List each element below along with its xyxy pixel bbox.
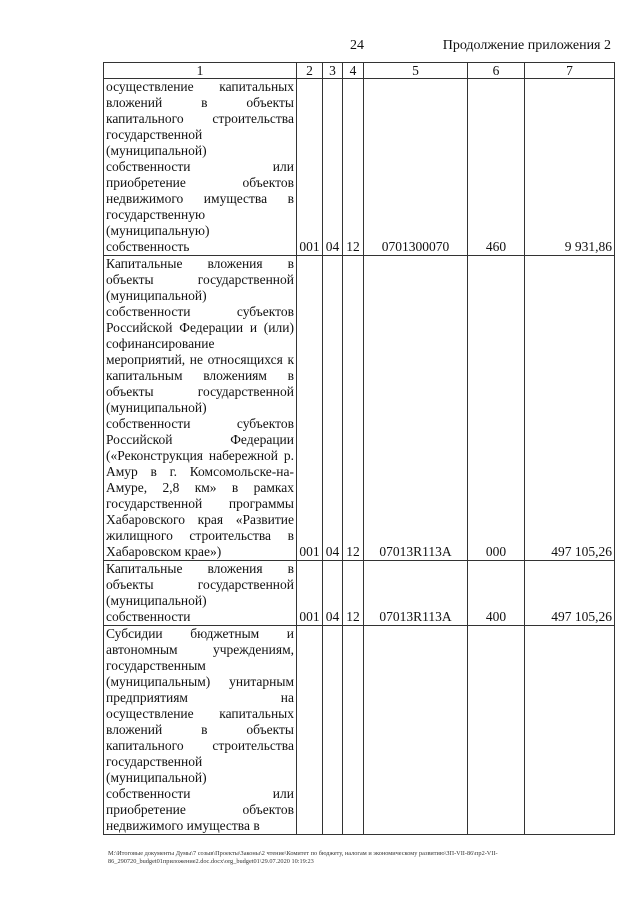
expense-type-code	[468, 626, 525, 835]
section-code	[323, 626, 343, 835]
amount-cell	[525, 626, 615, 835]
column-header: 4	[343, 63, 364, 79]
amount-cell: 497 105,26	[525, 256, 615, 561]
row-description: Капитальные вложения в объекты государственной (муниципальной) собственности	[104, 561, 297, 626]
subsection-code: 12	[343, 79, 364, 256]
column-header: 5	[364, 63, 468, 79]
table-row	[104, 79, 615, 256]
amount-cell: 9 931,86	[525, 79, 615, 256]
table-row	[104, 626, 615, 835]
table-row	[104, 256, 615, 561]
row-description: Субсидии бюджетным и автономным учреждениям, государственным (муниципальным) унитарным предприятиям на осуществление капитальных вложений в объекты капитального строительства государственной (муниципальной) собственности или приобретение объектов недвижимого имущества в	[104, 626, 297, 835]
subsection-code: 12	[343, 256, 364, 561]
target-article-code	[364, 626, 468, 835]
ministry-code: 001	[297, 79, 323, 256]
page-number: 24	[350, 38, 364, 53]
expense-type-code: 000	[468, 256, 525, 561]
budget-table	[103, 62, 615, 835]
table-row	[104, 561, 615, 626]
section-code: 04	[323, 256, 343, 561]
row-description: Капитальные вложения в объекты государственной (муниципальной) собственности субъектов Российской Федерации и (или) софинансирование мероприятий, не относящихся к капитальным вложениям в объекты государственной (муниципальной) собственности субъектов Российской Федерации («Реконструкция набережной р. Амур в г. Комсомольске-на-Амуре, 2,8 км» в рамках государственной программы Хабаровского края «Развитие жилищного строительства в Хабаровском крае»)	[104, 256, 297, 561]
table-header-row	[104, 63, 615, 79]
amount-cell: 497 105,26	[525, 561, 615, 626]
subsection-code	[343, 626, 364, 835]
ministry-code: 001	[297, 256, 323, 561]
column-header: 1	[104, 63, 297, 79]
column-header: 3	[323, 63, 343, 79]
target-article-code: 07013R113A	[364, 256, 468, 561]
column-header: 6	[468, 63, 525, 79]
column-header: 7	[525, 63, 615, 79]
file-path-line: 86_290720_budget01приложение2.doc.docx\org_budget01\29.07.2020 10:19:23	[108, 858, 314, 865]
ministry-code	[297, 626, 323, 835]
file-path-line: M:\Итоговые документы Думы\7 созыв\Проекты\Законы\2 чтение\Комитет по бюджету, налогам и экономическому развитию\ЗП-VII-86\пр2-VII-	[108, 850, 498, 857]
ministry-code: 001	[297, 561, 323, 626]
continuation-label: Продолжение приложения 2	[442, 38, 611, 53]
row-description: осуществление капитальных вложений в объекты капитального строительства государственной (муниципальной) собственности или приобретение объектов недвижимого имущества в государственную (муниципальную) собственность	[104, 79, 297, 256]
file-path-footer	[108, 850, 613, 866]
section-code: 04	[323, 561, 343, 626]
target-article-code: 0701300070	[364, 79, 468, 256]
column-header: 2	[297, 63, 323, 79]
target-article-code: 07013R113A	[364, 561, 468, 626]
subsection-code: 12	[343, 561, 364, 626]
expense-type-code: 460	[468, 79, 525, 256]
section-code: 04	[323, 79, 343, 256]
expense-type-code: 400	[468, 561, 525, 626]
